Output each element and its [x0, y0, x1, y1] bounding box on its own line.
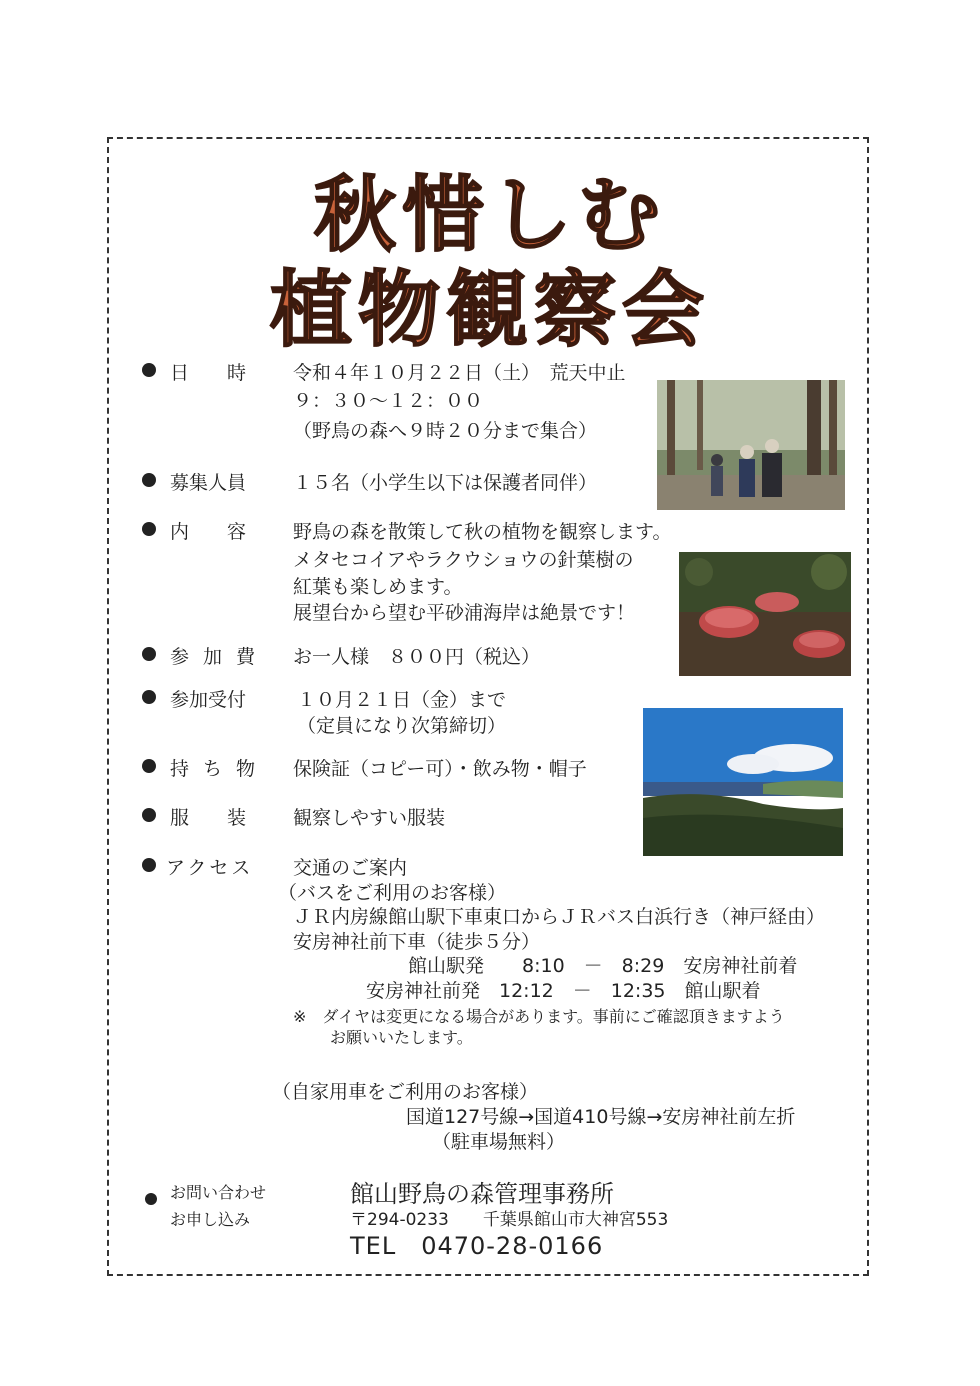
contact-tel: TEL 0470-28-0166	[350, 1232, 604, 1260]
bullet-icon	[145, 1193, 157, 1205]
content-line-2: メタセコイアやラクウショウの針葉樹の	[293, 549, 634, 571]
fee-value: お一人様 ８００円（税込）	[293, 646, 541, 668]
attire-value: 観察しやすい服装	[293, 807, 446, 829]
reception-date: １０月２１日（金）まで	[297, 689, 507, 711]
coastline-photo	[643, 708, 843, 856]
belongings-value: 保険証（コピー可）・飲み物・帽子	[293, 758, 587, 780]
mushroom-photo	[679, 552, 851, 676]
label-access: アクセス	[166, 857, 254, 879]
label-attire: 服 装	[170, 807, 247, 829]
access-intro: 交通のご案内	[293, 857, 408, 879]
label-reception: 参加受付	[170, 689, 247, 711]
forest-walk-photo	[657, 380, 845, 510]
datetime-gather: （野鳥の森へ９時２０分まで集合）	[293, 420, 598, 442]
title-line-1: 秋惜しむ	[313, 168, 666, 263]
bullet-icon	[142, 759, 156, 773]
bullet-icon	[142, 363, 156, 377]
car-parking: （駐車場無料）	[432, 1131, 566, 1153]
bullet-icon	[142, 522, 156, 536]
car-route: 国道127号線→国道410号線→安房神社前左折	[406, 1106, 796, 1128]
bullet-icon	[142, 690, 156, 704]
datetime-time: ９：３０〜１２：００	[293, 390, 484, 412]
content-line-1: 野鳥の森を散策して秋の植物を観察します。	[293, 521, 672, 543]
label-fee: 参加費	[170, 646, 270, 668]
content-line-3: 紅葉も楽しめます。	[293, 576, 463, 598]
bullet-icon	[142, 647, 156, 661]
content-line-4: 展望台から望む平砂浦海岸は絶景です！	[293, 602, 636, 624]
capacity-value: １５名（小学生以下は保護者同伴）	[293, 472, 598, 494]
bullet-icon	[142, 473, 156, 487]
reception-note: （定員になり次第締切）	[297, 715, 507, 737]
label-capacity: 募集人員	[170, 472, 247, 494]
car-header: （自家用車をご利用のお客様）	[272, 1081, 539, 1103]
contact-label-inquiry: お問い合わせ	[170, 1183, 267, 1202]
label-belongings: 持ち物	[170, 758, 270, 780]
datetime-date: 令和４年１０月２２日（土） 荒天中止	[293, 362, 626, 384]
note-line-2: お願いいたします。	[330, 1028, 473, 1047]
contact-org: 館山野鳥の森管理事務所	[350, 1180, 614, 1208]
bullet-icon	[142, 808, 156, 822]
title-line-2: 植物観察会	[269, 263, 710, 358]
bus-stop: 安房神社前下車（徒歩５分）	[293, 931, 541, 953]
bus-time-1: 館山駅発 8:10 － 8:29 安房神社前着	[408, 955, 798, 977]
bullet-icon	[142, 858, 156, 872]
label-content: 内 容	[170, 521, 247, 543]
contact-label-apply: お申し込み	[170, 1210, 251, 1229]
contact-address: 〒294-0233 千葉県館山市大神宮553	[350, 1210, 669, 1230]
note-line-1: ※ ダイヤは変更になる場合があります。事前にご確認頂きますよう	[293, 1007, 785, 1026]
bus-route: ＪＲ内房線館山駅下車東口からＪＲバス白浜行き（神戸経由）	[293, 906, 826, 928]
label-datetime: 日 時	[170, 362, 247, 384]
bus-header: （バスをご利用のお客様）	[278, 882, 507, 904]
bus-time-2: 安房神社前発 12:12 － 12:35 館山駅着	[366, 980, 761, 1002]
